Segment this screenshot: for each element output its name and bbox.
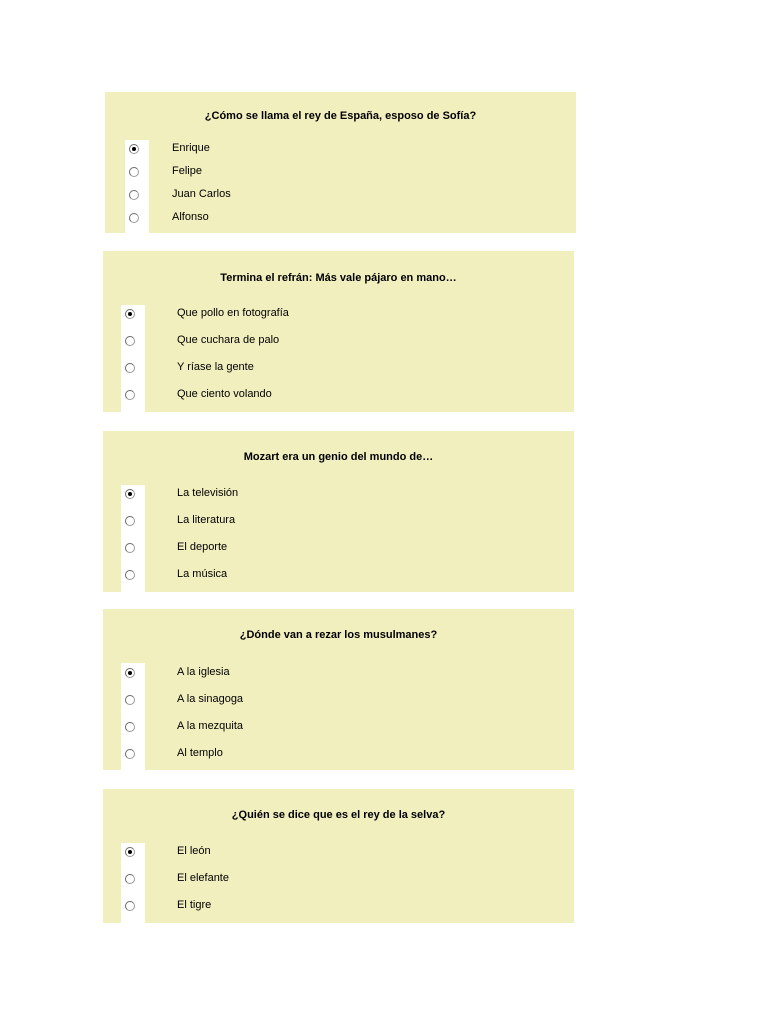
answer-radio[interactable] xyxy=(125,363,135,373)
answer-label[interactable]: El tigre xyxy=(177,899,212,911)
answer-label[interactable]: El deporte xyxy=(177,541,228,553)
question-panel xyxy=(103,609,574,770)
answer-label[interactable]: Enrique xyxy=(172,142,210,154)
question-title: ¿Cómo se llama el rey de España, esposo de Sofía? xyxy=(204,110,477,122)
answer-radio[interactable] xyxy=(125,570,135,580)
answer-radio[interactable] xyxy=(125,390,135,400)
question-title: ¿Quién se dice que es el rey de la selva? xyxy=(231,809,446,821)
answer-label[interactable]: A la sinagoga xyxy=(177,693,244,705)
answer-label[interactable]: Felipe xyxy=(172,165,202,177)
answer-radio[interactable] xyxy=(125,874,135,884)
answer-radio[interactable] xyxy=(129,167,139,177)
answer-label[interactable]: Que pollo en fotografía xyxy=(177,307,289,319)
answer-label[interactable]: La literatura xyxy=(177,514,236,526)
answer-radio[interactable] xyxy=(125,516,135,526)
answer-label[interactable]: La música xyxy=(177,568,228,580)
answer-radio[interactable] xyxy=(125,722,135,732)
answer-label[interactable]: A la mezquita xyxy=(177,720,244,732)
answer-radio[interactable] xyxy=(129,190,139,200)
answer-radio[interactable] xyxy=(125,695,135,705)
question-title: ¿Dónde van a rezar los musulmanes? xyxy=(239,629,438,641)
answer-label[interactable]: El león xyxy=(177,845,211,857)
answer-label[interactable]: Que ciento volando xyxy=(177,388,272,400)
question-title: Mozart era un genio del mundo de… xyxy=(243,451,434,463)
answer-radio[interactable] xyxy=(129,213,139,223)
question-panel xyxy=(103,431,574,592)
answer-label[interactable]: Juan Carlos xyxy=(172,188,231,200)
answer-label[interactable]: La televisión xyxy=(177,487,239,499)
answer-label[interactable]: Alfonso xyxy=(172,211,209,223)
answer-radio[interactable] xyxy=(129,144,139,154)
answer-label[interactable]: Y ríase la gente xyxy=(177,361,254,373)
answer-radio[interactable] xyxy=(125,668,135,678)
answer-radio[interactable] xyxy=(125,336,135,346)
answer-radio[interactable] xyxy=(125,309,135,319)
question-title: Termina el refrán: Más vale pájaro en mano… xyxy=(220,272,457,284)
question-panel xyxy=(103,789,574,923)
answer-label[interactable]: Que cuchara de palo xyxy=(177,334,280,346)
answer-radio[interactable] xyxy=(125,749,135,759)
question-panel xyxy=(103,251,574,412)
answer-radio[interactable] xyxy=(125,847,135,857)
answer-radio[interactable] xyxy=(125,543,135,553)
answer-label[interactable]: El elefante xyxy=(177,872,229,884)
answer-label[interactable]: Al templo xyxy=(177,747,223,759)
answer-radio[interactable] xyxy=(125,489,135,499)
answer-radio[interactable] xyxy=(125,901,135,911)
answer-label[interactable]: A la iglesia xyxy=(177,666,230,678)
question-panel xyxy=(105,92,576,233)
